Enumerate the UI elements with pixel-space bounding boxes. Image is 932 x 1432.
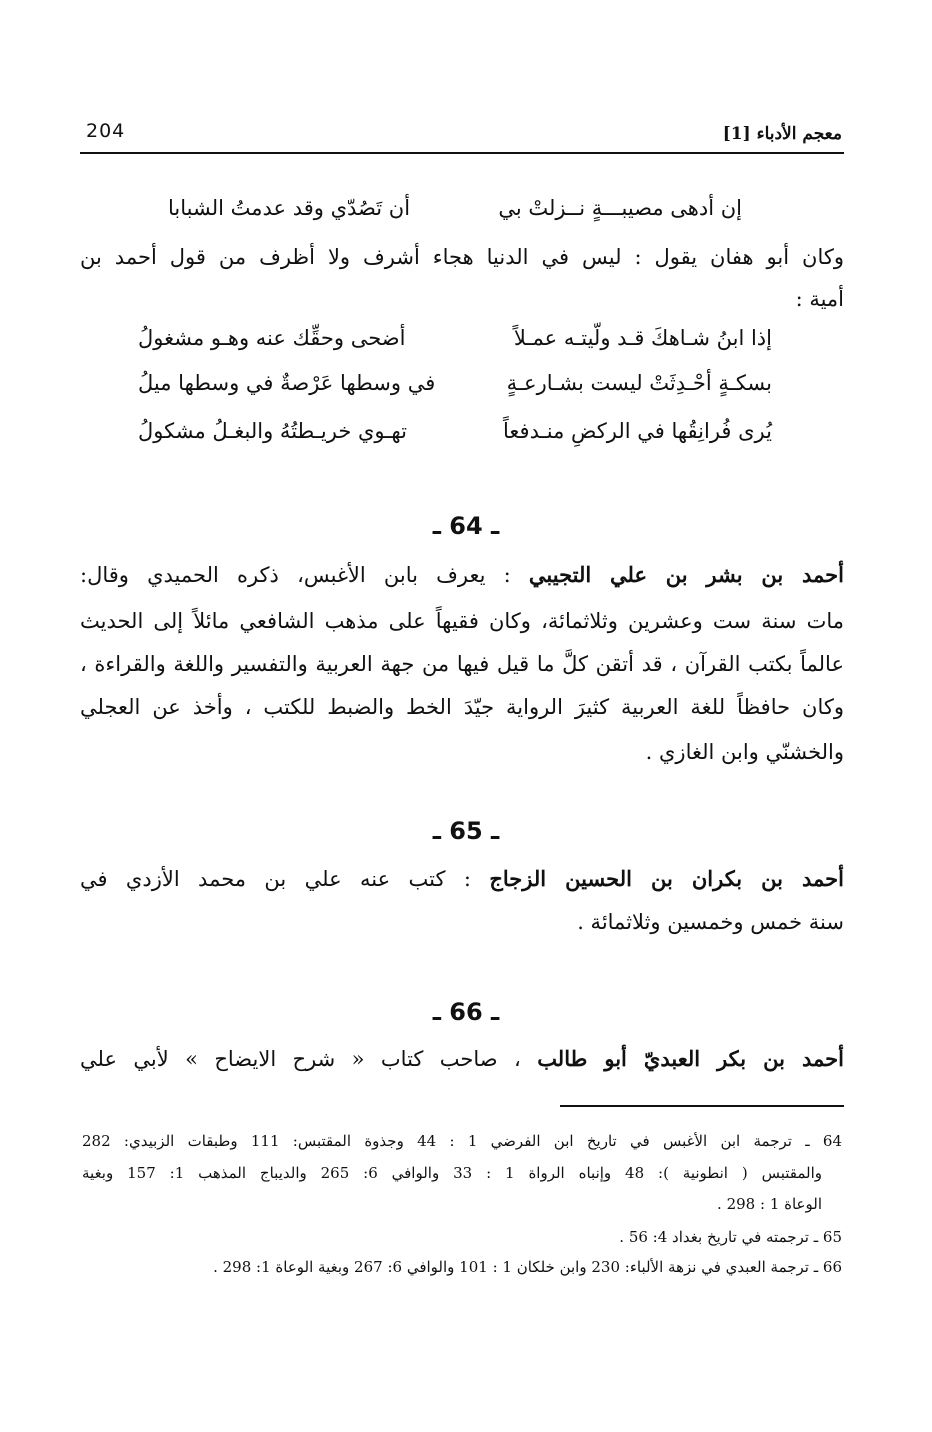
poem-line-3-left: تهـوي خريـطتُهُ والبغـلُ مشكولُ bbox=[138, 419, 407, 443]
running-header bbox=[82, 118, 842, 148]
footnote-64-line-2: والمقتبس ( انطونية ): 48 وإنباه الرواة 1 : 33 والوافي 6: 265 والديباج المذهب 1: 157 وبغية bbox=[82, 1164, 822, 1182]
poem-line-1-left: أضحى وحقِّك عنه وهـو مشغولُ bbox=[138, 326, 406, 350]
top-verse-right-hemistich: إن أدهى مصيبـــةٍ نــزلتْ بي bbox=[498, 196, 742, 220]
entry-66-line-1 bbox=[80, 1046, 844, 1071]
intro-line-2: أمية : bbox=[795, 287, 844, 311]
entry-64-line-1-text: : يعرف بابن الأغبس، ذكره الحميدي وقال: bbox=[80, 563, 511, 587]
entry-65-line-2: سنة خمس وخمسين وثلاثمائة . bbox=[577, 910, 844, 934]
poem-line-1-right: إذا ابنُ شـاهكَ قـد ولّيتـه عمـلاً bbox=[513, 326, 772, 350]
poem-line-2-right: بسكـةٍ أحْـدِثَتْ ليست بشـارعـةٍ bbox=[506, 371, 772, 395]
entry-64-line-3: عالماً بكتب القرآن ، قد أتقن كلَّ ما قيل فيها من جهة العربية والتفسير واللغة والقراءة ، bbox=[80, 652, 844, 676]
entry-65-line-1 bbox=[80, 866, 844, 891]
footnote-64-line-3: الوعاة 1 : 298 . bbox=[717, 1195, 822, 1213]
poem-line-3-right: يُرى فُرانِقُها في الركضِ منـدفعاً bbox=[503, 419, 772, 443]
entry-number-66: ـ 66 ـ bbox=[432, 998, 500, 1026]
book-title: معجم الأدباء [1] bbox=[722, 124, 842, 144]
entry-64-line-4: وكان حافظاً للغة العربية كثيرَ الرواية جيّدَ الخط والضبط للكتب ، وأخذ عن العجلي bbox=[80, 695, 844, 719]
top-verse-left-hemistich: أن تَصُدّي وقد عدمتُ الشبابا bbox=[168, 196, 411, 220]
footnote-66: 66 ـ ترجمة العبدي في نزهة الألباء: 230 وابن خلكان 1 : 101 والوافي 6: 267 وبغية الوعاة 1: 298 . bbox=[213, 1258, 842, 1276]
entry-65-line-1-text: : كتب عنه علي بن محمد الأزدي في bbox=[80, 867, 471, 891]
poem-line-2-left: في وسطها عَرْصةٌ في وسطها ميلُ bbox=[138, 371, 436, 395]
page-number: 204 bbox=[86, 120, 126, 142]
entry-64-line-1 bbox=[80, 562, 844, 587]
header-divider bbox=[80, 152, 844, 154]
footnote-divider bbox=[560, 1105, 844, 1107]
entry-64-line-5: والخشنّي وابن الغازي . bbox=[645, 740, 844, 764]
entry-64-line-2: مات سنة ست وعشرين وثلاثمائة، وكان فقيهاً على مذهب الشافعي مائلاً إلى الحديث bbox=[80, 609, 844, 633]
entry-66-name: أحمد بن بكر العبديّ أبو طالب bbox=[537, 1046, 844, 1071]
footnote-65: 65 ـ ترجمته في تاريخ بغداد 4: 56 . bbox=[619, 1228, 842, 1246]
intro-line-1: وكان أبو هفان يقول : ليس في الدنيا هجاء أشرف ولا أظرف من قول أحمد بن bbox=[80, 245, 844, 269]
entry-66-line-1-text: ، صاحب كتاب « شرح الايضاح » لأبي علي bbox=[80, 1047, 521, 1071]
entry-64-name: أحمد بن بشر بن علي التجيبي bbox=[528, 562, 844, 587]
entry-number-65: ـ 65 ـ bbox=[432, 817, 500, 845]
footnote-64-line-1: 64 ـ ترجمة ابن الأغبس في تاريخ ابن الفرضي 1 : 44 وجذوة المقتبس: 111 وطبقات الزبيدي: 282 bbox=[82, 1132, 843, 1150]
entry-65-name: أحمد بن بكران بن الحسين الزجاج bbox=[489, 866, 844, 891]
entry-number-64: ـ 64 ـ bbox=[432, 512, 500, 540]
